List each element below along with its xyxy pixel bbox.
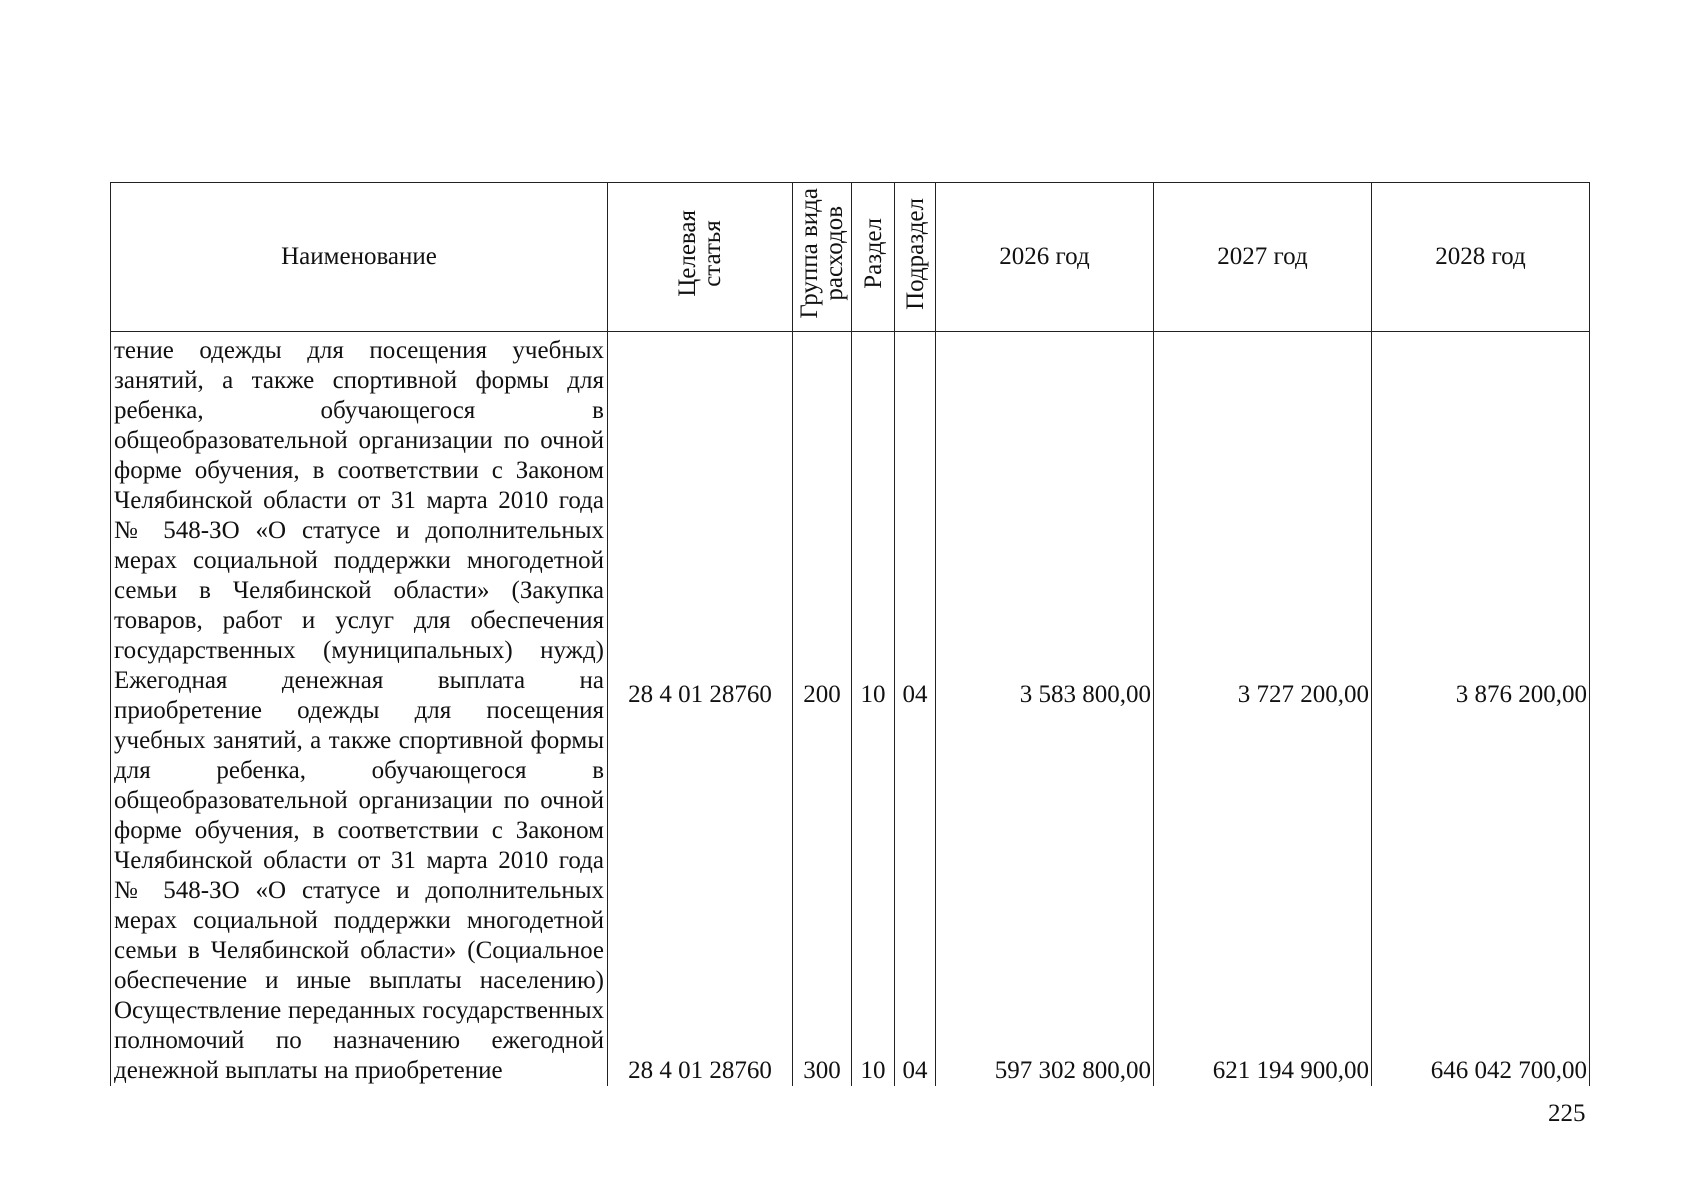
- header-expense-group: Группа вида расходов: [793, 183, 852, 332]
- target-article-cell: 28 4 01 28760: [608, 710, 793, 1086]
- section-cell: 10: [852, 332, 895, 710]
- name-cell: [111, 332, 608, 1087]
- amount-2028-cell: 646 042 700,00: [1372, 710, 1590, 1086]
- table-header-row: [111, 183, 1590, 332]
- amount-2026-cell: 3 583 800,00: [936, 332, 1154, 710]
- amount-2028-cell: 3 876 200,00: [1372, 332, 1590, 710]
- section-cell: 10: [852, 710, 895, 1086]
- target-article-cell: 28 4 01 28760: [608, 332, 793, 710]
- name-text: тение одежды для посещения учебных занятий, а также спортивной формы для ребенка, обучающегося в общеобразовательной организации по очной форме обучения, в соответствии с Законом Челябинской области от 31 марта 2010 года № 548-ЗО «О статусе и дополнительных мерах социальной поддержки многодетной семьи в Челябинской области» (Закупка товаров, работ и услуг для обеспечения государственных (муниципальных) нужд) Ежегодная денежная выплата на приобретение одежды для посещения учебных занятий, а также спортивной формы для ребенка, обучающегося в общеобразовательной организации по очной форме обучения, в соответствии с Законом Челябинской области от 31 марта 2010 года № 548-ЗО «О статусе и дополнительных мерах социальной поддержки многодетной семьи в Челябинской области» (Социальное обеспечение и иные выплаты населению) Осуществление переданных государственных полномочий по назначению ежегодной денежной выплаты на приобретение: [114, 337, 604, 1084]
- header-name: Наименование: [111, 183, 608, 332]
- header-year-2026: 2026 год: [936, 183, 1154, 332]
- subsection-cell: 04: [895, 332, 936, 710]
- table-row: [111, 332, 1590, 710]
- page-number: 225: [1548, 1100, 1586, 1127]
- amount-2027-cell: 621 194 900,00: [1154, 710, 1372, 1086]
- expense-group-cell: 300: [793, 710, 852, 1086]
- header-year-2027: 2027 год: [1154, 183, 1372, 332]
- header-subsection: Подраздел: [895, 183, 936, 332]
- header-section: Раздел: [852, 183, 895, 332]
- header-year-2028: 2028 год: [1372, 183, 1590, 332]
- budget-table: [110, 182, 1590, 1086]
- expense-group-cell: 200: [793, 332, 852, 710]
- amount-2027-cell: 3 727 200,00: [1154, 332, 1372, 710]
- header-target-article: Целевая статья: [608, 183, 793, 332]
- amount-2026-cell: 597 302 800,00: [936, 710, 1154, 1086]
- subsection-cell: 04: [895, 710, 936, 1086]
